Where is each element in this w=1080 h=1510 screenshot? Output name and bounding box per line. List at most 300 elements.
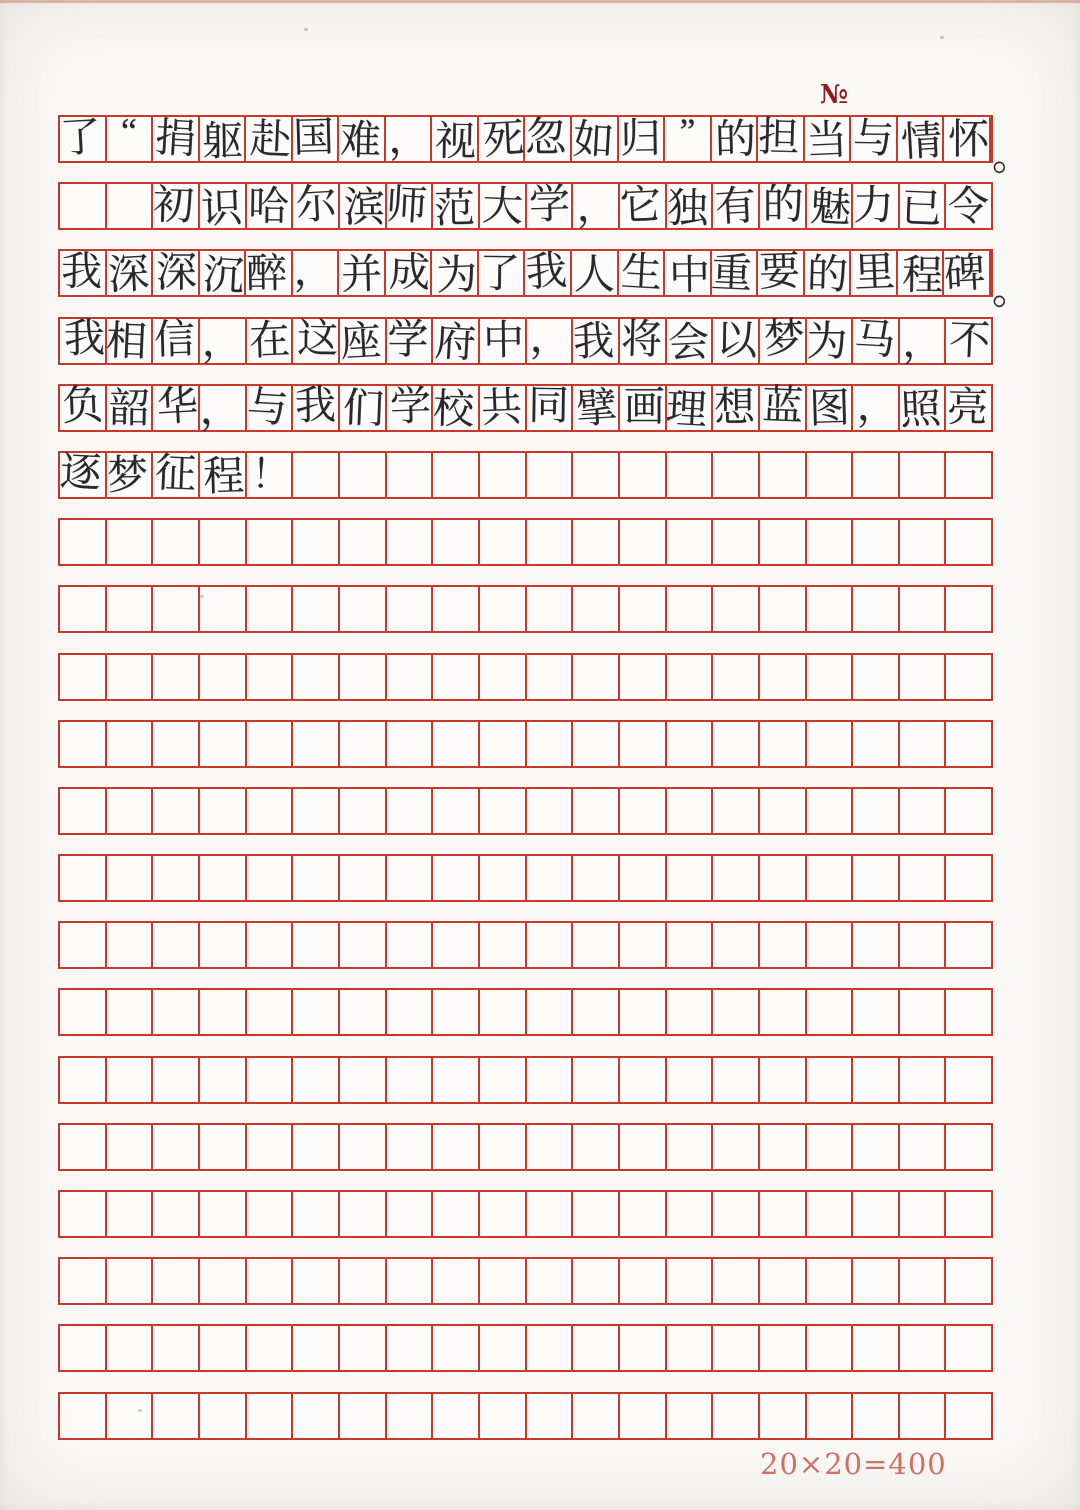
grid-cell xyxy=(60,1058,107,1102)
handwritten-char: 学 xyxy=(528,180,571,228)
grid-cell xyxy=(946,856,991,900)
grid-cell xyxy=(292,246,340,295)
grid-cell xyxy=(760,990,807,1034)
grid-cell xyxy=(247,856,294,900)
grid-cell xyxy=(386,113,433,162)
grid-cell xyxy=(667,1259,714,1303)
grid-row xyxy=(58,854,993,902)
grid-cell xyxy=(387,1259,434,1303)
grid-cell xyxy=(527,1192,574,1236)
grid-cell xyxy=(620,1326,667,1370)
grid-cell xyxy=(665,111,712,161)
grid-cell xyxy=(900,789,947,833)
grid-cell xyxy=(340,1192,387,1236)
grid-cell xyxy=(480,1259,527,1303)
handwritten-char: 梦 xyxy=(762,313,806,363)
handwritten-char: ， xyxy=(576,183,619,231)
handwritten-char: 已 xyxy=(899,183,943,232)
handwritten-char: 负 xyxy=(60,381,104,430)
handwritten-char: 生 xyxy=(620,247,664,297)
grid-cell xyxy=(340,184,387,228)
grid-row xyxy=(58,1324,993,1372)
grid-cell xyxy=(527,1058,574,1102)
grid-cell xyxy=(760,587,807,631)
handwritten-char: 了 xyxy=(58,112,102,161)
handwritten-char: 大 xyxy=(480,181,524,230)
grid-cell xyxy=(760,1259,807,1303)
grid-cell xyxy=(620,923,667,967)
grid-cell xyxy=(433,1058,480,1102)
grid-cell xyxy=(293,1259,340,1303)
grid-cell xyxy=(667,1192,714,1236)
grid-cell xyxy=(480,1394,527,1438)
grid-cell xyxy=(573,520,620,564)
grid-cell xyxy=(667,453,714,497)
grid-cell xyxy=(200,250,247,300)
grid-cell xyxy=(60,655,107,699)
grid-cell xyxy=(153,1394,200,1438)
grid-cell xyxy=(340,453,387,497)
grid-cell xyxy=(433,1125,480,1169)
handwritten-char: 程 xyxy=(202,452,245,500)
grid-cell xyxy=(942,248,991,298)
grid-cell xyxy=(200,1058,247,1102)
grid-cell xyxy=(852,314,900,364)
grid-cell xyxy=(760,789,807,833)
grid-cell xyxy=(619,114,666,161)
handwritten-char: 深 xyxy=(107,249,151,298)
grid-cell xyxy=(853,923,900,967)
handwritten-char: 捐 xyxy=(153,113,198,162)
grid-cell xyxy=(480,181,527,230)
grid-cell xyxy=(619,247,666,297)
grid-cell xyxy=(432,117,479,164)
handwritten-char: ， xyxy=(901,318,943,366)
grid-cell xyxy=(527,722,574,766)
grid-cell xyxy=(573,1259,620,1303)
grid-cell xyxy=(527,789,574,833)
grid-cell xyxy=(713,1259,760,1303)
grid-cell xyxy=(153,449,200,498)
manuscript-grid xyxy=(58,111,1032,1440)
grid-cell xyxy=(713,856,760,900)
grid-cell xyxy=(760,1394,807,1438)
grid-cell xyxy=(760,520,807,564)
grid-cell xyxy=(573,1125,620,1169)
grid-cell xyxy=(387,1192,434,1236)
grid-cell xyxy=(387,1394,434,1438)
grid-cell xyxy=(58,112,107,161)
grid-cell xyxy=(340,587,387,631)
grid-cell xyxy=(804,115,852,164)
grid-cell xyxy=(291,112,340,161)
grid-cell xyxy=(340,923,387,967)
handwritten-char: 碑 xyxy=(942,248,987,298)
grid-cell xyxy=(527,520,574,564)
grid-cell xyxy=(807,923,854,967)
grid-cell xyxy=(60,1125,107,1169)
grid-cell xyxy=(340,1125,387,1169)
grid-cell xyxy=(713,990,760,1034)
grid-cell xyxy=(479,383,527,432)
grid-cell xyxy=(339,115,386,164)
handwritten-char: 府 xyxy=(433,317,478,367)
handwritten-char: ， xyxy=(199,386,241,433)
handwritten-char: 忽 xyxy=(525,113,567,160)
grid-cell xyxy=(340,1326,387,1370)
grid-cell xyxy=(480,1192,527,1236)
grid-cell xyxy=(760,180,807,228)
grid-cell xyxy=(760,381,807,430)
grid-cell xyxy=(807,1326,854,1370)
handwritten-char: 想 xyxy=(713,383,756,431)
grid-cell xyxy=(200,923,247,967)
grid-cell xyxy=(807,856,854,900)
grid-cell xyxy=(527,1326,574,1370)
grid-cell xyxy=(293,1058,340,1102)
handwritten-char: 相 xyxy=(105,317,149,365)
grid-cell xyxy=(153,990,200,1034)
grid-cell xyxy=(153,382,200,431)
grid-cell xyxy=(200,990,247,1034)
grid-cell xyxy=(900,1394,947,1438)
grid-cell xyxy=(387,722,434,766)
grid-cell xyxy=(293,1394,340,1438)
grid-cell xyxy=(293,990,340,1034)
grid-cell xyxy=(293,722,340,766)
grid-cell xyxy=(247,990,294,1034)
grid-cell xyxy=(851,247,898,296)
grid-cell xyxy=(199,386,247,433)
grid-cell xyxy=(760,1326,807,1370)
grid-cell xyxy=(200,452,247,500)
grid-cell xyxy=(107,789,154,833)
grid-cell xyxy=(620,1192,667,1236)
handwritten-char: 们 xyxy=(341,384,385,433)
grid-cell xyxy=(807,789,854,833)
grid-cell xyxy=(900,318,947,366)
grid-cell xyxy=(200,1259,247,1303)
grid-cell xyxy=(807,1125,854,1169)
grid-cell xyxy=(60,587,107,631)
grid-cell xyxy=(107,453,154,497)
grid-cell xyxy=(760,655,807,699)
grid-cell xyxy=(667,789,714,833)
grid-cell xyxy=(527,314,574,363)
grid-cell xyxy=(946,722,991,766)
handwritten-char: 信 xyxy=(153,315,196,363)
grid-cell xyxy=(60,1192,107,1236)
handwritten-char: 滨 xyxy=(343,183,385,230)
grid-cell xyxy=(107,1394,154,1438)
grid-cell xyxy=(620,1259,667,1303)
grid-cell xyxy=(200,722,247,766)
grid-cell xyxy=(432,385,480,433)
grid-cell xyxy=(480,923,527,967)
grid-cell xyxy=(293,789,340,833)
grid-cell xyxy=(293,655,340,699)
overflow-punctuation: 。 xyxy=(992,133,1032,178)
grid-row xyxy=(58,988,993,1036)
grid-cell xyxy=(153,789,200,833)
grid-cell xyxy=(527,381,574,430)
grid-cell xyxy=(387,316,434,363)
grid-cell xyxy=(200,856,247,900)
grid-cell xyxy=(667,1058,714,1102)
grid-cell xyxy=(900,722,947,766)
grid-cell xyxy=(807,587,854,631)
handwritten-char: 成 xyxy=(388,248,431,296)
grid-cell xyxy=(246,251,293,295)
grid-cell xyxy=(760,1058,807,1102)
grid-cell xyxy=(432,250,479,299)
grid-cell xyxy=(387,856,434,900)
grid-row xyxy=(58,653,993,701)
handwritten-char: 里 xyxy=(853,247,896,296)
handwritten-char: 初 xyxy=(152,181,195,229)
grid-cell xyxy=(527,453,574,497)
grid-row xyxy=(58,111,1032,178)
grid-cell xyxy=(247,520,294,564)
handwritten-char: 独 xyxy=(667,184,709,231)
grid-cell xyxy=(527,655,574,699)
grid-cell xyxy=(524,246,572,296)
grid-cell xyxy=(527,923,574,967)
grid-cell xyxy=(665,385,714,434)
grid-cell xyxy=(293,520,340,564)
grid-cell xyxy=(386,248,433,296)
grid-cell xyxy=(247,655,294,699)
grid-row xyxy=(58,787,993,835)
grid-cell xyxy=(620,1394,667,1438)
grid-cell xyxy=(898,251,945,299)
handwritten-char: 有 xyxy=(713,181,758,230)
grid-cell xyxy=(293,856,340,900)
grid-cell xyxy=(107,1326,154,1370)
grid-row xyxy=(58,448,993,500)
grid-cell xyxy=(247,1058,294,1102)
grid-cell xyxy=(807,1259,854,1303)
grid-cell xyxy=(293,453,340,497)
grid-cell xyxy=(527,1394,574,1438)
handwritten-char: 哈 xyxy=(248,182,290,229)
handwritten-char: 韶 xyxy=(109,384,151,432)
grid-cell xyxy=(620,315,667,363)
grid-cell xyxy=(200,1394,247,1438)
handwritten-char: 怀 xyxy=(948,115,990,162)
grid-cell xyxy=(293,1192,340,1236)
grid-cell xyxy=(853,655,900,699)
grid-cell xyxy=(898,385,947,434)
handwritten-char: 校 xyxy=(432,385,475,433)
handwritten-char: 图 xyxy=(808,384,851,432)
grid-cell xyxy=(247,923,294,967)
grid-cell xyxy=(200,520,247,564)
handwritten-char: 以 xyxy=(715,316,758,364)
grid-cell xyxy=(153,856,200,900)
grid-cell xyxy=(60,184,107,228)
grid-count-label: 20×20=400 xyxy=(760,1447,947,1481)
grid-cell xyxy=(107,655,154,699)
grid-row xyxy=(58,246,1032,313)
grid-cell xyxy=(807,386,854,430)
grid-cell xyxy=(620,383,667,430)
grid-cell xyxy=(946,655,991,699)
grid-cell xyxy=(525,113,572,161)
grid-row xyxy=(58,518,993,566)
handwritten-char: 座 xyxy=(338,317,383,366)
grid-cell xyxy=(620,1125,667,1169)
grid-cell xyxy=(946,587,991,631)
grid-cell xyxy=(573,587,620,631)
grid-cell xyxy=(851,114,898,161)
handwritten-char: 情 xyxy=(899,116,943,165)
grid-cell xyxy=(713,1394,760,1438)
grid-cell xyxy=(527,180,574,228)
grid-cell xyxy=(900,520,947,564)
grid-cell xyxy=(338,317,387,366)
handwritten-char: 中 xyxy=(668,251,711,299)
grid-cell xyxy=(900,990,947,1034)
grid-cell xyxy=(433,856,480,900)
handwritten-char: ！ xyxy=(250,451,292,498)
grid-cell xyxy=(60,856,107,900)
grid-cell xyxy=(571,115,619,164)
grid-cell xyxy=(247,722,294,766)
handwritten-char: 并 xyxy=(340,250,383,298)
grid-cell xyxy=(107,1259,154,1303)
grid-cell xyxy=(153,1125,200,1169)
grid-cell xyxy=(385,180,434,229)
grid-cell xyxy=(387,1058,434,1102)
handwritten-char: 如 xyxy=(571,115,616,164)
grid-cell xyxy=(760,722,807,766)
grid-cell xyxy=(713,181,760,230)
grid-cell xyxy=(572,251,619,295)
handwritten-char: 了 xyxy=(478,249,521,297)
grid-cell xyxy=(807,1394,854,1438)
grid-cell xyxy=(247,1394,294,1438)
grid-cell xyxy=(153,722,200,766)
grid-cell xyxy=(853,1058,900,1102)
grid-cell xyxy=(946,184,991,228)
handwritten-char: 中 xyxy=(482,316,525,364)
grid-cell xyxy=(899,183,947,232)
grid-cell xyxy=(433,317,480,367)
grid-cell xyxy=(153,1192,200,1236)
grid-cell xyxy=(900,655,947,699)
grid-cell xyxy=(946,1259,991,1303)
grid-cell xyxy=(247,587,294,631)
handwritten-char: 学 xyxy=(389,382,433,430)
grid-cell xyxy=(713,520,760,564)
handwritten-char: 我 xyxy=(524,246,569,296)
handwritten-char: 亮 xyxy=(946,383,989,431)
handwritten-char: 擘 xyxy=(574,384,619,433)
grid-cell xyxy=(620,789,667,833)
grid-cell xyxy=(107,520,154,564)
grid-cell xyxy=(479,251,526,295)
grid-cell xyxy=(153,520,200,564)
grid-cell xyxy=(480,316,527,364)
handwritten-char: 理 xyxy=(665,385,709,434)
grid-cell xyxy=(247,184,294,228)
grid-cell xyxy=(60,923,107,967)
grid-cell xyxy=(433,587,480,631)
grid-cell xyxy=(760,923,807,967)
grid-cell xyxy=(60,1326,107,1370)
grid-cell xyxy=(527,587,574,631)
grid-cell xyxy=(247,1326,294,1370)
handwritten-char: 逐 xyxy=(58,448,103,497)
handwritten-char: 蓝 xyxy=(760,381,804,430)
grid-cell xyxy=(247,1125,294,1169)
grid-cell xyxy=(900,1058,947,1102)
grid-cell xyxy=(573,655,620,699)
grid-cell xyxy=(573,1326,620,1370)
grid-cell xyxy=(60,381,107,430)
grid-cell xyxy=(946,1192,991,1236)
grid-cell xyxy=(480,1058,527,1102)
handwritten-char: 画 xyxy=(623,383,665,430)
grid-cell xyxy=(853,453,900,497)
grid-cell xyxy=(107,1058,154,1102)
grid-cell xyxy=(200,117,247,164)
grid-cell xyxy=(293,923,340,967)
grid-cell xyxy=(340,990,387,1034)
grid-cell xyxy=(433,655,480,699)
grid-cell xyxy=(853,990,900,1034)
grid-cell xyxy=(340,384,387,433)
handwritten-char: 识 xyxy=(199,183,243,232)
grid-cell xyxy=(713,1192,760,1236)
grid-cell xyxy=(247,1192,294,1236)
grid-cell xyxy=(900,587,947,631)
grid-cell xyxy=(573,384,620,433)
grid-row xyxy=(58,720,993,768)
grid-cell xyxy=(340,1394,387,1438)
grid-cell xyxy=(667,990,714,1034)
page-number-label: № xyxy=(820,80,849,110)
grid-cell xyxy=(573,789,620,833)
grid-cell xyxy=(199,183,247,232)
grid-cell xyxy=(153,1058,200,1102)
grid-cell xyxy=(760,856,807,900)
grid-cell xyxy=(107,111,154,161)
grid-cell xyxy=(807,1058,854,1102)
grid-cell xyxy=(620,856,667,900)
handwritten-char: 担 xyxy=(757,112,800,161)
handwritten-char: 人 xyxy=(573,250,615,297)
grid-cell xyxy=(247,316,294,364)
grid-cell xyxy=(758,247,805,295)
handwritten-char: 的 xyxy=(714,114,758,163)
grid-cell xyxy=(900,1326,947,1370)
grid-cell xyxy=(387,453,434,497)
grid-cell xyxy=(667,318,714,366)
handwritten-char: 为 xyxy=(806,318,848,365)
grid-cell xyxy=(387,1326,434,1370)
grid-cell xyxy=(60,247,107,295)
handwritten-char: 同 xyxy=(528,381,570,429)
grid-cell xyxy=(667,1394,714,1438)
grid-cell xyxy=(247,789,294,833)
grid-cell xyxy=(293,381,340,430)
grid-cell xyxy=(60,1394,107,1438)
grid-cell xyxy=(433,1192,480,1236)
grid-cell xyxy=(153,587,200,631)
handwritten-char: ， xyxy=(201,318,244,366)
